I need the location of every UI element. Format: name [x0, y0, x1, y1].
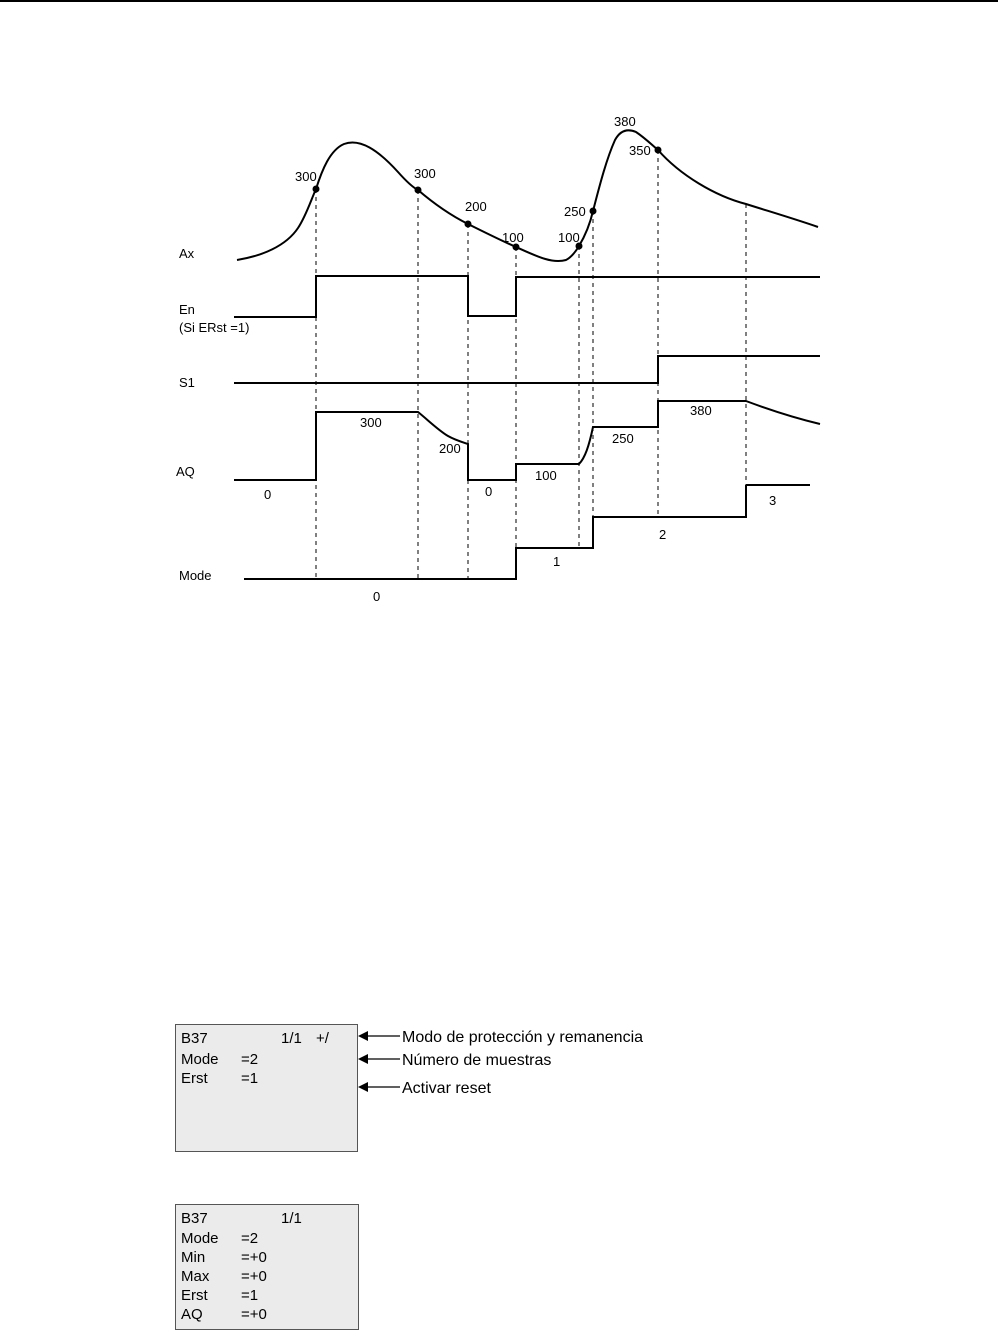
timing-diagram	[0, 0, 998, 640]
aq-value: 0	[485, 484, 493, 499]
label-aq: AQ	[176, 464, 195, 479]
lcd-row	[176, 1286, 358, 1305]
ax-value: 300	[414, 166, 436, 181]
ax-point	[465, 221, 472, 228]
aq-signal	[234, 401, 820, 480]
lcd-row	[176, 1248, 358, 1267]
aq-value: 380	[690, 403, 712, 418]
ax-point	[313, 186, 320, 193]
aq-value: 200	[439, 441, 461, 456]
mode-value: 0	[373, 589, 381, 604]
ax-value: 250	[564, 204, 586, 219]
en-signal	[234, 276, 820, 317]
lcd-row-value: =2	[241, 1051, 259, 1068]
lcd-row-key: Mode	[181, 1051, 219, 1068]
mode-value: 2	[659, 527, 667, 542]
label-s1: S1	[179, 375, 195, 390]
ax-point	[655, 147, 662, 154]
annotation-samples: Número de muestras	[402, 1052, 552, 1069]
ax-value: 350	[629, 143, 651, 158]
lcd-block-name: B37	[181, 1210, 208, 1227]
aq-value: 0	[264, 487, 272, 502]
annotation-arrowheads	[358, 1031, 368, 1092]
lcd-row-value: =2	[241, 1230, 259, 1247]
arrowhead-icon	[358, 1082, 368, 1092]
aq-value: 250	[612, 431, 634, 446]
arrowhead-icon	[358, 1054, 368, 1064]
arrowhead-icon	[358, 1031, 368, 1041]
lcd-header	[176, 1029, 357, 1048]
lcd-row-value: =1	[241, 1070, 259, 1087]
label-en-note: (Si ERst =1)	[179, 320, 250, 335]
annotation-arrows	[366, 1036, 400, 1087]
annotation-reset: Activar reset	[402, 1080, 491, 1097]
lcd-row-value: =+0	[241, 1306, 267, 1323]
lcd-page-indicator: 1/1	[281, 1030, 302, 1047]
ax-value: 380	[614, 114, 636, 129]
lcd-page-indicator: 1/1	[281, 1210, 302, 1227]
lcd-row-value: =+0	[241, 1249, 267, 1266]
lcd-screen-values	[175, 1204, 359, 1330]
lcd-row	[176, 1229, 358, 1248]
label-ax: Ax	[179, 246, 195, 261]
lcd-row-key: Erst	[181, 1070, 208, 1087]
s1-signal	[234, 356, 820, 383]
ax-points	[313, 147, 662, 251]
ax-curve	[237, 130, 818, 261]
ax-point	[590, 208, 597, 215]
ax-point	[415, 187, 422, 194]
lcd-protection-indicator: +/	[316, 1030, 329, 1047]
lcd-row	[176, 1267, 358, 1286]
lcd-row-key: Min	[181, 1249, 206, 1266]
lcd-screen-parameters	[175, 1024, 358, 1152]
label-en: En	[179, 302, 195, 317]
ax-value: 100	[558, 230, 580, 245]
lcd-row-key: AQ	[181, 1306, 203, 1323]
mode-value: 3	[769, 493, 777, 508]
lcd-row	[176, 1050, 357, 1069]
lcd-row-key: Max	[181, 1268, 210, 1285]
lcd-row-value: =1	[241, 1287, 259, 1304]
aq-value: 100	[535, 468, 557, 483]
lcd-row-value: =+0	[241, 1268, 267, 1285]
mode-signal	[244, 485, 746, 579]
aq-value: 300	[360, 415, 382, 430]
guide-lines	[316, 150, 746, 580]
lcd-row	[176, 1069, 357, 1088]
ax-value: 100	[502, 230, 524, 245]
label-mode: Mode	[179, 568, 212, 583]
lcd-row-key: Mode	[181, 1230, 219, 1247]
lcd-block-name: B37	[181, 1030, 208, 1047]
lcd-row-key: Erst	[181, 1287, 208, 1304]
lcd-header	[176, 1209, 358, 1228]
lcd-row	[176, 1305, 358, 1324]
annotation-protection: Modo de protección y remanencia	[402, 1029, 644, 1046]
ax-value: 200	[465, 199, 487, 214]
mode-value: 1	[553, 554, 561, 569]
ax-value: 300	[295, 169, 317, 184]
